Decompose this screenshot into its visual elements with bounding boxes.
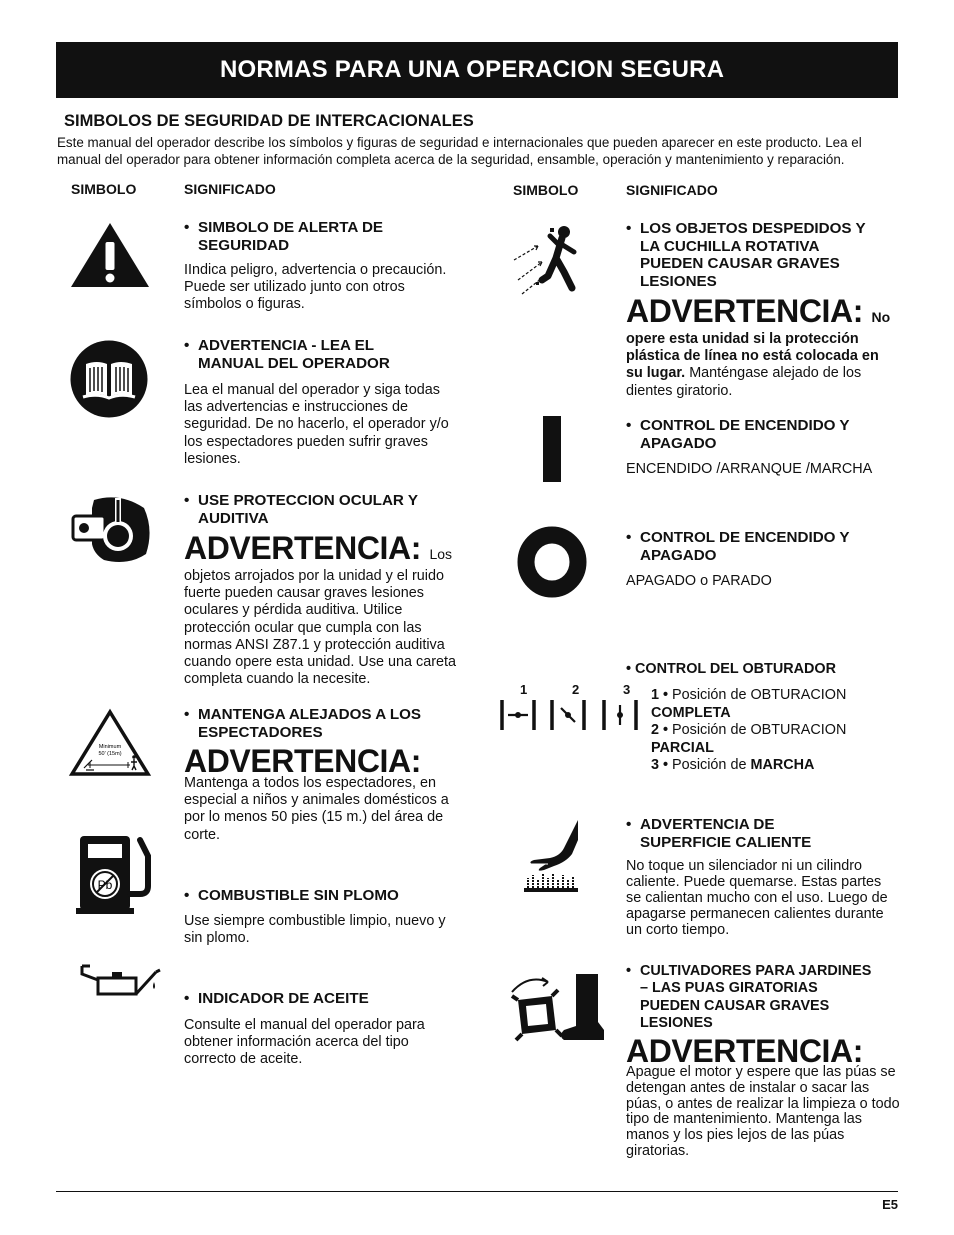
protection-warning-label: ADVERTENCIA:	[184, 530, 421, 566]
bystander-icon-label-2: 50' (15m)	[98, 751, 122, 757]
tines-warning-label: ADVERTENCIA:	[626, 1033, 863, 1069]
off-text: APAGADO o PARADO	[626, 573, 772, 589]
bystander-icon-label-1: Minimum	[98, 744, 122, 750]
protection-heading: • USE PROTECCION OCULAR Y AUDITIVA	[184, 492, 418, 527]
on-heading: • CONTROL DE ENCENDIDO Y APAGADO	[626, 417, 850, 452]
bystanders-heading: • MANTENGA ALEJADOS A LOS ESPECTADORES	[184, 706, 422, 741]
choke-label-3: 3	[623, 682, 631, 697]
bystanders-warning	[184, 744, 459, 844]
fuel-heading: • COMBUSTIBLE SIN PLOMO	[184, 887, 399, 904]
unleaded-fuel-icon	[76, 832, 160, 916]
fuel-text: Use siempre combustible limpio, nuevo y sin plomo.	[184, 913, 446, 947]
manual-text: Lea el manual del operador y siga todas las advertencias e instrucciones de seguridad. De no hacerlo, el operador y/o los espectadores pueden sufrir graves lesiones.	[184, 382, 449, 467]
thrown-warning-label: ADVERTENCIA:	[626, 293, 863, 329]
safety-alert-icon	[70, 222, 150, 288]
hot-surface-icon	[520, 818, 582, 894]
choke-label-1: 1	[520, 682, 528, 697]
protection-text: objetos arrojados por la unidad y el ruido fuerte pueden causar graves lesiones oculares y pérdida auditiva. Utilice protección ocular que cumpla con las normas ANSI Z87.1 y protección auditiva cuando opere esta unidad. Use una careta completa cuando la necesite.	[184, 568, 457, 688]
alert-text: IIndica peligro, advertencia o precaución. Puede ser utilizado junto con otros símbolos o figuras.	[184, 262, 447, 313]
oil-text: Consulte el manual del operador para obtener información acerca del tipo correcto de aceite.	[184, 1017, 425, 1068]
right-meaning-header: SIGNIFICADO	[626, 182, 718, 198]
alert-heading: • SIMBOLO DE ALERTA DE SEGURIDAD	[184, 219, 384, 254]
oil-indicator-icon	[80, 960, 162, 1000]
thrown-warning	[626, 294, 898, 400]
choke-positions-icon	[500, 698, 640, 732]
choke-position-list: 1 • Posición de OBTURACION COMPLETA 2 • Posición de OBTURACION PARCIAL 3 • Posición de MARCHA	[651, 687, 847, 773]
tines-heading: • CULTIVADORES PARA JARDINES – LAS PUAS GIRATORIAS PUEDEN CAUSAR GRAVES LESIONES	[626, 963, 872, 1032]
choke-label-2: 2	[572, 682, 580, 697]
fuel-icon-label: Pb	[97, 878, 113, 892]
bystanders-warning-label: ADVERTENCIA:	[184, 743, 421, 779]
oil-heading: • INDICADOR DE ACEITE	[184, 990, 369, 1007]
eye-ear-protection-icon	[70, 496, 152, 564]
left-symbol-header: SIMBOLO	[71, 181, 137, 197]
thrown-objects-icon	[512, 222, 594, 298]
protection-warning	[184, 531, 459, 688]
hot-heading: • ADVERTENCIA DE SUPERFICIE CALIENTE	[626, 816, 812, 851]
on-switch-icon	[543, 416, 561, 482]
left-meaning-header: SIGNIFICADO	[184, 181, 276, 197]
rotating-tines-icon	[508, 970, 606, 1044]
header-bar	[56, 42, 898, 98]
hot-text: No toque un silenciador ni un cilindro caliente. Puede quemarse. Estas partes se calientan mucho con el uso. Luego de apagarse permanecen calientes durante un corto tiempo.	[626, 858, 888, 938]
section-title: SIMBOLOS DE SEGURIDAD DE INTERCACIONALES	[64, 112, 474, 130]
right-symbol-header: SIMBOLO	[513, 182, 579, 198]
page-number: E5	[882, 1197, 898, 1212]
off-heading: • CONTROL DE ENCENDIDO Y APAGADO	[626, 529, 850, 564]
tines-text: Apague el motor y espere que las púas se detengan antes de instalar o sacar las púas, o antes de realizar la limpieza o todo tipo de mantenimiento. Mantenga las manos y los pies lejos de las púas giratorias.	[626, 1064, 900, 1159]
tines-warning	[626, 1034, 902, 1160]
off-switch-icon	[517, 526, 587, 598]
intro-paragraph: Este manual del operador describe los símbolos y figuras de seguridad e internacionales que pueden aparecer en este producto. Lea el manual del operador para obtener información completa acerca de la seguridad, ensamble, operación y mantenimiento y reparación.	[57, 135, 862, 167]
keep-bystanders-away-icon	[70, 710, 150, 776]
bystanders-text: Mantenga a todos los espectadores, en especial a niños y animales domésticos a por lo menos 50 pies (15 m.) del área de corte.	[184, 775, 449, 843]
manual-heading: • ADVERTENCIA - LEA EL MANUAL DEL OPERADOR	[184, 337, 390, 372]
thrown-heading: • LOS OBJETOS DESPEDIDOS Y LA CUCHILLA ROTATIVA PUEDEN CAUSAR GRAVES LESIONES	[626, 220, 866, 290]
operator-manual-icon	[70, 340, 148, 418]
footer-divider	[56, 1191, 898, 1192]
page-title: NORMAS PARA UNA OPERACION SEGURA	[220, 56, 725, 83]
choke-heading: • CONTROL DEL OBTURADOR	[626, 661, 836, 677]
thrown-bold-text: opere esta unidad si la protección plástica de línea no está colocada en su lugar.	[626, 331, 879, 382]
on-text: ENCENDIDO /ARRANQUE /MARCHA	[626, 461, 873, 477]
thrown-warning-lead: No	[871, 309, 891, 325]
protection-warning-lead: Los	[429, 546, 453, 562]
thrown-text: Manténgase alejado de los dientes giratorio.	[626, 365, 862, 399]
